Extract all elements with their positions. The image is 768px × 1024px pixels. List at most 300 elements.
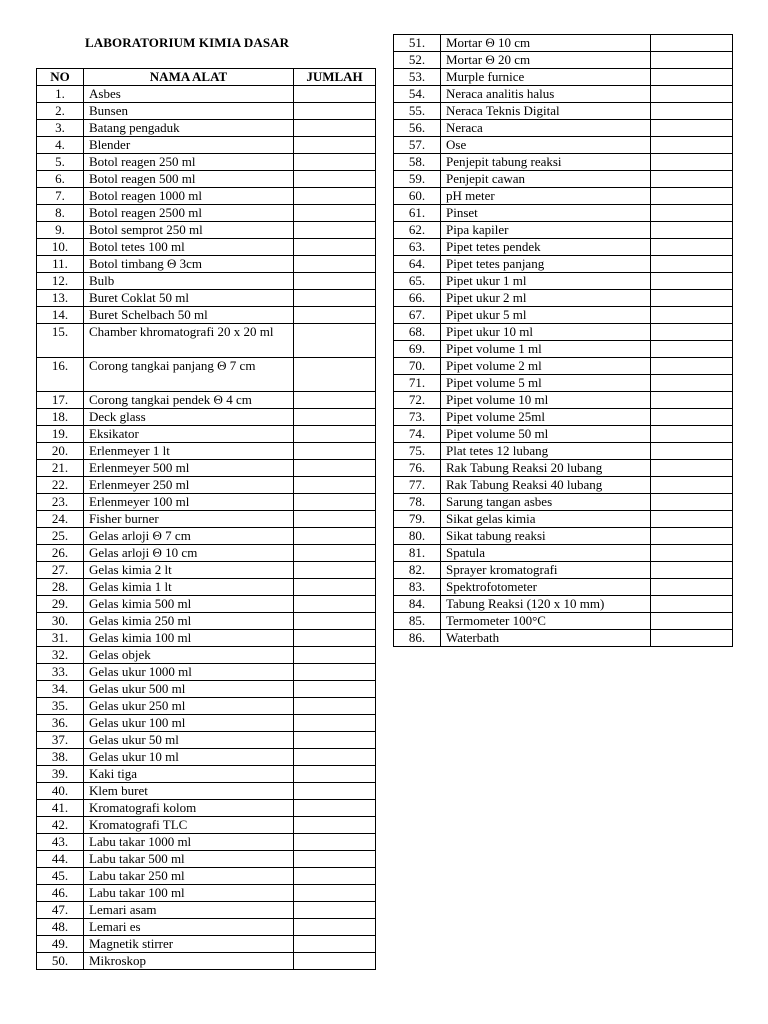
row-number: 40. xyxy=(37,783,84,800)
row-number: 81. xyxy=(394,545,441,562)
item-quantity xyxy=(651,222,733,239)
row-number: 54. xyxy=(394,86,441,103)
row-number: 39. xyxy=(37,766,84,783)
table-row xyxy=(394,460,733,477)
item-name: Blender xyxy=(84,137,294,154)
item-quantity xyxy=(294,766,376,783)
item-name: Neraca analitis halus xyxy=(441,86,651,103)
item-quantity xyxy=(294,239,376,256)
item-quantity xyxy=(294,324,376,358)
table-row xyxy=(394,477,733,494)
item-name: Pipet volume 5 ml xyxy=(441,375,651,392)
table-row xyxy=(37,851,376,868)
table-row xyxy=(37,392,376,409)
table-row xyxy=(37,868,376,885)
row-number: 18. xyxy=(37,409,84,426)
row-number: 79. xyxy=(394,511,441,528)
row-number: 1. xyxy=(37,86,84,103)
table-row xyxy=(394,273,733,290)
table-row xyxy=(37,681,376,698)
item-name: Chamber khromatografi 20 x 20 ml xyxy=(84,324,294,358)
item-quantity xyxy=(294,919,376,936)
item-name: Pipet volume 10 ml xyxy=(441,392,651,409)
table-row xyxy=(394,120,733,137)
item-name: Gelas ukur 250 ml xyxy=(84,698,294,715)
table-row xyxy=(37,290,376,307)
table-row xyxy=(394,239,733,256)
item-quantity xyxy=(294,528,376,545)
table-row xyxy=(394,256,733,273)
table-row xyxy=(37,800,376,817)
item-quantity xyxy=(294,460,376,477)
row-number: 76. xyxy=(394,460,441,477)
item-name: Labu takar 1000 ml xyxy=(84,834,294,851)
table-row xyxy=(37,86,376,103)
row-number: 6. xyxy=(37,171,84,188)
item-quantity xyxy=(651,460,733,477)
table-row xyxy=(37,953,376,970)
item-name: Pipet tetes pendek xyxy=(441,239,651,256)
item-quantity xyxy=(651,137,733,154)
row-number: 65. xyxy=(394,273,441,290)
table-row xyxy=(37,715,376,732)
item-name: Magnetik stirrer xyxy=(84,936,294,953)
item-quantity xyxy=(651,256,733,273)
item-quantity xyxy=(294,545,376,562)
item-quantity xyxy=(294,664,376,681)
item-name: Plat tetes 12 lubang xyxy=(441,443,651,460)
item-name: Erlenmeyer 100 ml xyxy=(84,494,294,511)
row-number: 64. xyxy=(394,256,441,273)
table-row xyxy=(37,494,376,511)
row-number: 17. xyxy=(37,392,84,409)
item-quantity xyxy=(294,732,376,749)
item-quantity xyxy=(651,290,733,307)
item-name: Pipet volume 2 ml xyxy=(441,358,651,375)
row-number: 69. xyxy=(394,341,441,358)
item-quantity xyxy=(651,154,733,171)
item-name: Pipet volume 1 ml xyxy=(441,341,651,358)
item-name: Botol reagen 250 ml xyxy=(84,154,294,171)
row-number: 83. xyxy=(394,579,441,596)
row-number: 60. xyxy=(394,188,441,205)
table-row xyxy=(394,222,733,239)
item-name: Murple furnice xyxy=(441,69,651,86)
table-row xyxy=(37,239,376,256)
item-name: Penjepit tabung reaksi xyxy=(441,154,651,171)
item-name: Gelas kimia 500 ml xyxy=(84,596,294,613)
row-number: 73. xyxy=(394,409,441,426)
table-row xyxy=(37,171,376,188)
table-row xyxy=(394,171,733,188)
item-name: Gelas ukur 50 ml xyxy=(84,732,294,749)
row-number: 74. xyxy=(394,426,441,443)
table-row xyxy=(37,120,376,137)
table-row xyxy=(394,494,733,511)
item-quantity xyxy=(651,494,733,511)
item-quantity xyxy=(294,749,376,766)
header-name: NAMA ALAT xyxy=(84,69,294,86)
item-quantity xyxy=(294,902,376,919)
row-number: 12. xyxy=(37,273,84,290)
row-number: 10. xyxy=(37,239,84,256)
table-row xyxy=(37,324,376,358)
row-number: 59. xyxy=(394,171,441,188)
table-row xyxy=(394,443,733,460)
table-row xyxy=(394,375,733,392)
item-name: Pipet tetes panjang xyxy=(441,256,651,273)
table-row xyxy=(37,732,376,749)
header-no: NO xyxy=(37,69,84,86)
row-number: 68. xyxy=(394,324,441,341)
item-quantity xyxy=(651,103,733,120)
table-row xyxy=(394,205,733,222)
item-quantity xyxy=(294,477,376,494)
table-row xyxy=(394,358,733,375)
table-row xyxy=(394,188,733,205)
item-name: Gelas kimia 100 ml xyxy=(84,630,294,647)
header-qty: JUMLAH xyxy=(294,69,376,86)
item-quantity xyxy=(294,579,376,596)
item-name: Ose xyxy=(441,137,651,154)
item-quantity xyxy=(651,545,733,562)
item-name: pH meter xyxy=(441,188,651,205)
item-quantity xyxy=(294,154,376,171)
item-name: Gelas arloji Θ 7 cm xyxy=(84,528,294,545)
row-number: 42. xyxy=(37,817,84,834)
table-row xyxy=(37,783,376,800)
row-number: 47. xyxy=(37,902,84,919)
table-row xyxy=(37,154,376,171)
table-row xyxy=(394,579,733,596)
item-name: Kaki tiga xyxy=(84,766,294,783)
row-number: 61. xyxy=(394,205,441,222)
item-quantity xyxy=(651,273,733,290)
item-name: Corong tangkai panjang Θ 7 cm xyxy=(84,358,294,392)
item-quantity xyxy=(294,307,376,324)
row-number: 25. xyxy=(37,528,84,545)
row-number: 58. xyxy=(394,154,441,171)
row-number: 62. xyxy=(394,222,441,239)
row-number: 71. xyxy=(394,375,441,392)
row-number: 32. xyxy=(37,647,84,664)
item-name: Neraca xyxy=(441,120,651,137)
row-number: 38. xyxy=(37,749,84,766)
table-row xyxy=(37,766,376,783)
item-name: Kromatografi kolom xyxy=(84,800,294,817)
item-quantity xyxy=(294,817,376,834)
item-name: Erlenmeyer 250 ml xyxy=(84,477,294,494)
row-number: 84. xyxy=(394,596,441,613)
item-name: Gelas kimia 2 lt xyxy=(84,562,294,579)
row-number: 23. xyxy=(37,494,84,511)
row-number: 50. xyxy=(37,953,84,970)
row-number: 8. xyxy=(37,205,84,222)
row-number: 24. xyxy=(37,511,84,528)
table-row xyxy=(394,596,733,613)
item-quantity xyxy=(294,273,376,290)
item-name: Botol reagen 500 ml xyxy=(84,171,294,188)
item-name: Klem buret xyxy=(84,783,294,800)
item-quantity xyxy=(294,630,376,647)
row-number: 7. xyxy=(37,188,84,205)
item-quantity xyxy=(651,239,733,256)
item-quantity xyxy=(651,443,733,460)
table-row xyxy=(37,664,376,681)
item-name: Asbes xyxy=(84,86,294,103)
item-quantity xyxy=(651,35,733,52)
item-quantity xyxy=(294,511,376,528)
item-name: Gelas ukur 100 ml xyxy=(84,715,294,732)
row-number: 86. xyxy=(394,630,441,647)
table-row xyxy=(394,69,733,86)
item-quantity xyxy=(651,307,733,324)
item-quantity xyxy=(651,358,733,375)
item-quantity xyxy=(294,647,376,664)
item-quantity xyxy=(294,936,376,953)
item-name: Mortar Θ 10 cm xyxy=(441,35,651,52)
table-row xyxy=(394,426,733,443)
item-name: Spektrofotometer xyxy=(441,579,651,596)
item-quantity xyxy=(294,613,376,630)
table-row xyxy=(37,511,376,528)
row-number: 31. xyxy=(37,630,84,647)
row-number: 52. xyxy=(394,52,441,69)
item-quantity xyxy=(651,171,733,188)
row-number: 22. xyxy=(37,477,84,494)
item-quantity xyxy=(651,341,733,358)
table-row xyxy=(394,511,733,528)
item-quantity xyxy=(294,443,376,460)
row-number: 82. xyxy=(394,562,441,579)
item-quantity xyxy=(294,205,376,222)
table-row xyxy=(37,834,376,851)
table-row xyxy=(37,443,376,460)
row-number: 28. xyxy=(37,579,84,596)
item-name: Labu takar 500 ml xyxy=(84,851,294,868)
item-name: Spatula xyxy=(441,545,651,562)
item-quantity xyxy=(651,511,733,528)
table-row xyxy=(37,426,376,443)
item-name: Gelas ukur 1000 ml xyxy=(84,664,294,681)
row-number: 75. xyxy=(394,443,441,460)
item-name: Gelas objek xyxy=(84,647,294,664)
table-row xyxy=(394,409,733,426)
table-row xyxy=(394,341,733,358)
item-quantity xyxy=(294,256,376,273)
row-number: 30. xyxy=(37,613,84,630)
table-row xyxy=(394,545,733,562)
row-number: 35. xyxy=(37,698,84,715)
table-row xyxy=(37,307,376,324)
item-name: Gelas kimia 250 ml xyxy=(84,613,294,630)
row-number: 14. xyxy=(37,307,84,324)
table-row xyxy=(394,154,733,171)
item-name: Botol timbang Θ 3cm xyxy=(84,256,294,273)
table-row xyxy=(37,460,376,477)
table-row xyxy=(37,817,376,834)
table-row xyxy=(37,936,376,953)
table-row xyxy=(37,596,376,613)
item-name: Pipet ukur 10 ml xyxy=(441,324,651,341)
table-row xyxy=(394,86,733,103)
row-number: 26. xyxy=(37,545,84,562)
row-number: 37. xyxy=(37,732,84,749)
item-quantity xyxy=(651,579,733,596)
item-name: Buret Schelbach 50 ml xyxy=(84,307,294,324)
table-row xyxy=(37,885,376,902)
row-number: 44. xyxy=(37,851,84,868)
row-number: 72. xyxy=(394,392,441,409)
item-name: Fisher burner xyxy=(84,511,294,528)
table-row xyxy=(37,579,376,596)
table-row xyxy=(37,902,376,919)
item-quantity xyxy=(651,69,733,86)
item-quantity xyxy=(294,86,376,103)
item-quantity xyxy=(294,392,376,409)
item-name: Gelas ukur 500 ml xyxy=(84,681,294,698)
table-row xyxy=(394,630,733,647)
item-quantity xyxy=(651,392,733,409)
item-quantity xyxy=(294,222,376,239)
item-name: Sikat tabung reaksi xyxy=(441,528,651,545)
item-name: Sarung tangan asbes xyxy=(441,494,651,511)
table-row xyxy=(37,137,376,154)
item-name: Pipa kapiler xyxy=(441,222,651,239)
row-number: 21. xyxy=(37,460,84,477)
item-name: Gelas kimia 1 lt xyxy=(84,579,294,596)
item-quantity xyxy=(651,596,733,613)
item-quantity xyxy=(294,290,376,307)
item-quantity xyxy=(651,205,733,222)
row-number: 48. xyxy=(37,919,84,936)
item-quantity xyxy=(294,103,376,120)
row-number: 16. xyxy=(37,358,84,392)
row-number: 78. xyxy=(394,494,441,511)
table-row xyxy=(394,290,733,307)
row-number: 55. xyxy=(394,103,441,120)
table-row xyxy=(394,613,733,630)
row-number: 66. xyxy=(394,290,441,307)
row-number: 13. xyxy=(37,290,84,307)
equipment-list-right xyxy=(394,35,733,647)
table-row xyxy=(37,919,376,936)
row-number: 45. xyxy=(37,868,84,885)
table-row xyxy=(37,188,376,205)
row-number: 67. xyxy=(394,307,441,324)
table-row xyxy=(394,324,733,341)
row-number: 77. xyxy=(394,477,441,494)
item-name: Pinset xyxy=(441,205,651,222)
table-row xyxy=(37,630,376,647)
item-name: Bunsen xyxy=(84,103,294,120)
item-name: Buret Coklat 50 ml xyxy=(84,290,294,307)
equipment-list-left xyxy=(37,86,376,970)
item-quantity xyxy=(651,409,733,426)
item-quantity xyxy=(294,868,376,885)
item-quantity xyxy=(294,409,376,426)
item-quantity xyxy=(294,834,376,851)
table-row xyxy=(37,698,376,715)
row-number: 4. xyxy=(37,137,84,154)
row-number: 53. xyxy=(394,69,441,86)
item-name: Batang pengaduk xyxy=(84,120,294,137)
item-name: Tabung Reaksi (120 x 10 mm) xyxy=(441,596,651,613)
row-number: 80. xyxy=(394,528,441,545)
row-number: 9. xyxy=(37,222,84,239)
row-number: 27. xyxy=(37,562,84,579)
item-quantity xyxy=(651,426,733,443)
table-row xyxy=(37,562,376,579)
row-number: 51. xyxy=(394,35,441,52)
table-row xyxy=(37,358,376,392)
table-row xyxy=(394,103,733,120)
item-quantity xyxy=(294,358,376,392)
item-quantity xyxy=(294,698,376,715)
item-name: Neraca Teknis Digital xyxy=(441,103,651,120)
row-number: 19. xyxy=(37,426,84,443)
row-number: 5. xyxy=(37,154,84,171)
item-quantity xyxy=(294,715,376,732)
item-quantity xyxy=(651,613,733,630)
item-quantity xyxy=(651,324,733,341)
row-number: 20. xyxy=(37,443,84,460)
item-name: Erlenmeyer 1 lt xyxy=(84,443,294,460)
table-row xyxy=(37,528,376,545)
row-number: 11. xyxy=(37,256,84,273)
row-number: 70. xyxy=(394,358,441,375)
item-name: Mortar Θ 20 cm xyxy=(441,52,651,69)
row-number: 43. xyxy=(37,834,84,851)
table-row xyxy=(37,273,376,290)
table-row xyxy=(37,205,376,222)
item-name: Mikroskop xyxy=(84,953,294,970)
item-name: Pipet ukur 5 ml xyxy=(441,307,651,324)
item-quantity xyxy=(294,953,376,970)
table-row xyxy=(37,409,376,426)
item-name: Penjepit cawan xyxy=(441,171,651,188)
table-row xyxy=(37,749,376,766)
item-quantity xyxy=(294,120,376,137)
row-number: 3. xyxy=(37,120,84,137)
item-quantity xyxy=(294,137,376,154)
item-quantity xyxy=(651,562,733,579)
item-name: Corong tangkai pendek Θ 4 cm xyxy=(84,392,294,409)
equipment-table-right xyxy=(393,34,733,647)
item-name: Botol semprot 250 ml xyxy=(84,222,294,239)
item-name: Rak Tabung Reaksi 40 lubang xyxy=(441,477,651,494)
item-quantity xyxy=(294,562,376,579)
item-quantity xyxy=(651,375,733,392)
item-name: Labu takar 250 ml xyxy=(84,868,294,885)
item-name: Termometer 100°C xyxy=(441,613,651,630)
row-number: 34. xyxy=(37,681,84,698)
item-name: Pipet volume 50 ml xyxy=(441,426,651,443)
table-row xyxy=(394,528,733,545)
table-row xyxy=(37,256,376,273)
item-quantity xyxy=(651,86,733,103)
item-name: Gelas ukur 10 ml xyxy=(84,749,294,766)
item-quantity xyxy=(294,851,376,868)
item-quantity xyxy=(294,885,376,902)
table-row xyxy=(37,545,376,562)
item-quantity xyxy=(294,171,376,188)
table-row xyxy=(37,103,376,120)
item-quantity xyxy=(294,426,376,443)
item-quantity xyxy=(651,630,733,647)
table-row xyxy=(37,613,376,630)
row-number: 46. xyxy=(37,885,84,902)
